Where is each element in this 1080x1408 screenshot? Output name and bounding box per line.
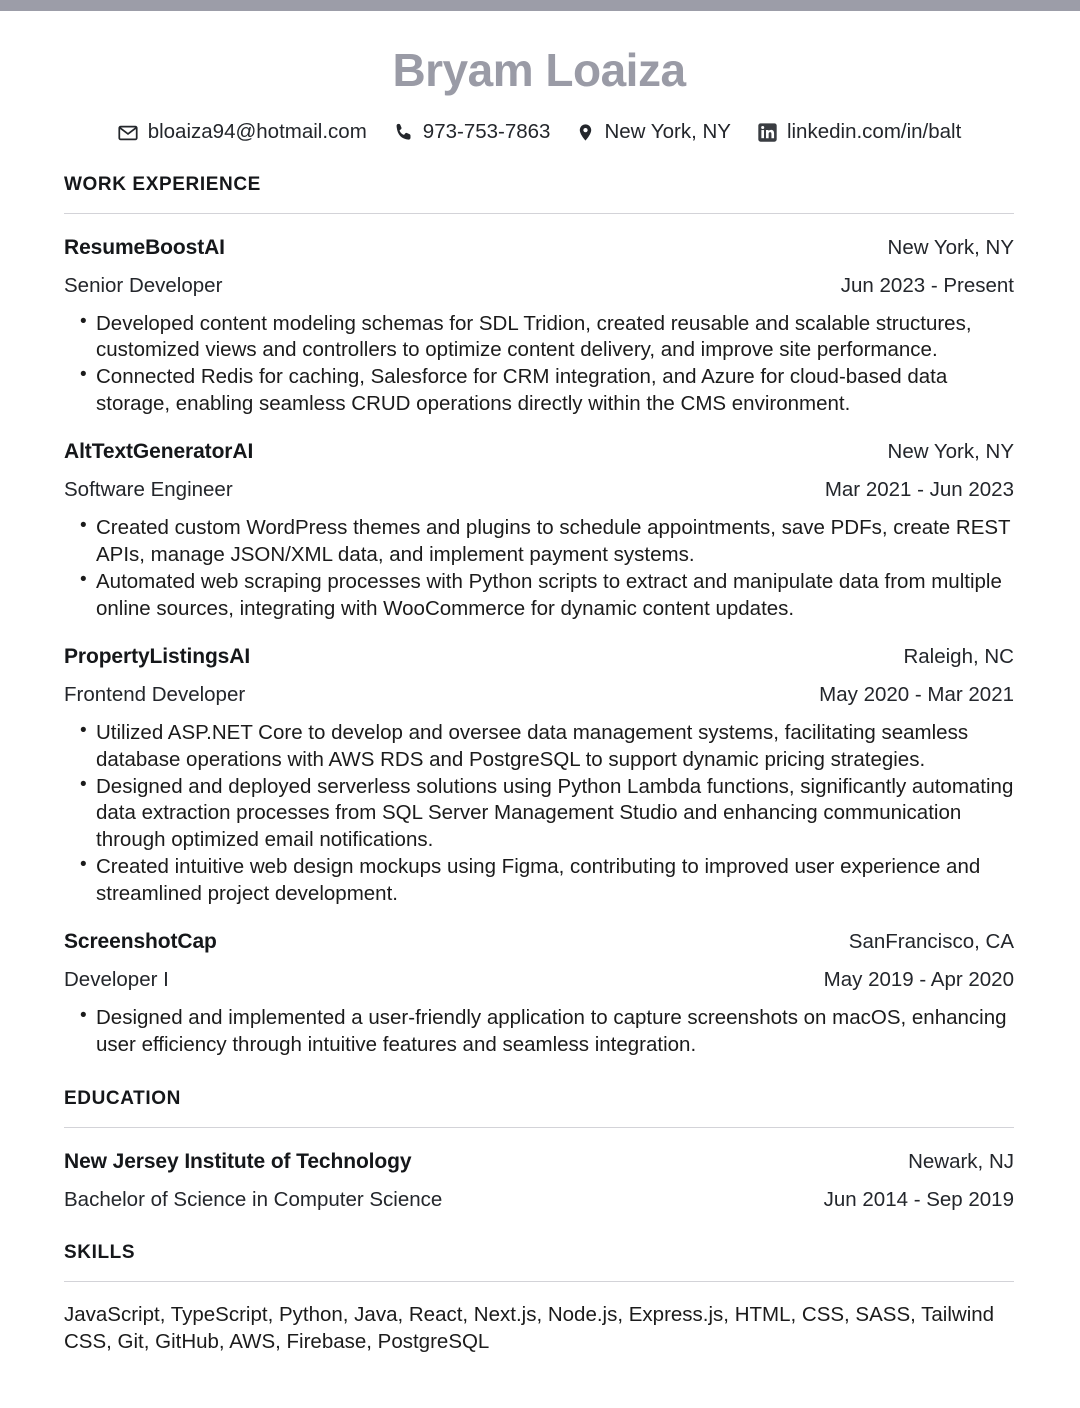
candidate-name: Bryam Loaiza	[392, 44, 686, 96]
resume-sheet	[0, 45, 1080, 1355]
section-title-work: WORK EXPERIENCE	[64, 173, 261, 195]
section-title-education: EDUCATION	[64, 1088, 181, 1110]
education-school-name: New Jersey Institute of Technology	[64, 1150, 412, 1174]
contact-location-text: New York, NY	[604, 120, 731, 144]
contact-email-text: bloaiza94@hotmail.com	[147, 120, 367, 144]
work-location: New York, NY	[887, 440, 1014, 464]
work-role-title: Developer I	[64, 968, 169, 992]
education-degree: Bachelor of Science in Computer Science	[64, 1188, 443, 1212]
work-bullet-list	[64, 1005, 1014, 1058]
work-dates: May 2019 - Apr 2020	[823, 968, 1014, 992]
work-org-name: ScreenshotCap	[64, 930, 217, 954]
education-dates: Jun 2014 - Sep 2019	[823, 1188, 1014, 1212]
education-entry-subheader	[64, 1188, 1014, 1212]
work-role-title: Software Engineer	[64, 478, 233, 502]
work-entry	[64, 930, 1014, 1058]
work-org-name: ResumeBoostAI	[64, 235, 225, 259]
work-bullet: • Automated web scraping processes with Python scripts to extract and manipulate data from multiple online sources, integrating with WooCommerce for dynamic content updates.	[64, 569, 1014, 622]
work-entry-subheader	[64, 683, 1014, 707]
work-dates: Mar 2021 - Jun 2023	[824, 478, 1014, 502]
work-entry-subheader	[64, 968, 1014, 992]
work-bullet: • Connected Redis for caching, Salesforce for CRM integration, and Azure for cloud-based data storage, enabling seamless CRUD operations directly within the CMS environment.	[64, 364, 1014, 417]
contact-linkedin-text: linkedin.com/in/balt	[786, 120, 962, 144]
section-divider	[64, 1127, 1014, 1128]
section-skills	[64, 1242, 1014, 1355]
work-dates: Jun 2023 - Present	[840, 273, 1014, 297]
work-entry-subheader	[64, 478, 1014, 502]
section-divider	[64, 1281, 1014, 1282]
work-bullet: • Utilized ASP.NET Core to develop and oversee data management systems, facilitating seamless database operations with AWS RDS and PostgreSQL to support dynamic pricing strategies.	[64, 720, 1014, 773]
work-bullet-list	[64, 720, 1014, 907]
education-location: Newark, NJ	[908, 1150, 1014, 1174]
work-entry	[64, 236, 1014, 418]
contact-linkedin[interactable]	[757, 122, 961, 143]
work-location: New York, NY	[887, 235, 1014, 259]
work-entry	[64, 440, 1014, 622]
work-bullet: • Designed and implemented a user-friendly application to capture screenshots on macOS, enhancing user efficiency through intuitive features and seamless integration.	[64, 1005, 1014, 1058]
section-divider	[64, 213, 1014, 214]
section-title-skills: SKILLS	[64, 1242, 136, 1264]
work-bullet: • Created intuitive web design mockups using Figma, contributing to improved user experience and streamlined project development.	[64, 854, 1014, 907]
contact-location	[576, 122, 730, 143]
work-bullet: • Designed and deployed serverless solutions using Python Lambda functions, significantly automating data extraction processes from SQL Server Management Studio and enhancing communication through optimized email notifications.	[64, 774, 1014, 853]
work-bullet: • Developed content modeling schemas for SDL Tridion, created reusable and scalable structures, customized views and controllers to optimize content delivery, and improve site performance.	[64, 311, 1014, 364]
work-role-title: Frontend Developer	[64, 683, 246, 707]
section-education	[64, 1088, 1014, 1212]
education-entry-header	[64, 1150, 1014, 1174]
contact-phone-text: 973-753-7863	[422, 120, 551, 144]
section-work-experience	[64, 174, 1014, 1058]
work-location: SanFrancisco, CA	[848, 930, 1014, 954]
work-org-name: AltTextGeneratorAI	[64, 440, 254, 464]
location-pin-icon	[576, 122, 595, 143]
skills-list: JavaScript, TypeScript, Python, Java, React, Next.js, Node.js, Express.js, HTML, CSS, SASS, Tailwind CSS, Git, GitHub, AWS, Firebase, PostgreSQL	[64, 1303, 995, 1353]
work-bullet-list	[64, 311, 1014, 418]
contact-row	[64, 122, 1014, 144]
contact-email[interactable]	[117, 122, 367, 144]
work-bullet: • Created custom WordPress themes and plugins to schedule appointments, save PDFs, create REST APIs, manage JSON/XML data, and implement payment systems.	[64, 515, 1014, 568]
work-role-title: Senior Developer	[64, 273, 223, 297]
education-entry	[64, 1150, 1014, 1212]
work-entry-header	[64, 930, 1014, 954]
work-entry-header	[64, 236, 1014, 260]
top-accent-bar	[0, 0, 1080, 11]
work-entry-header	[64, 645, 1014, 669]
work-org-name: PropertyListingsAI	[64, 645, 251, 669]
phone-icon	[393, 122, 414, 143]
work-entry	[64, 645, 1014, 907]
email-icon	[117, 122, 139, 144]
work-bullet-list	[64, 515, 1014, 622]
work-entry-subheader	[64, 274, 1014, 298]
contact-phone[interactable]	[393, 122, 551, 143]
work-entry-header	[64, 440, 1014, 464]
linkedin-icon	[757, 122, 778, 143]
work-location: Raleigh, NC	[903, 645, 1014, 669]
work-dates: May 2020 - Mar 2021	[819, 683, 1014, 707]
